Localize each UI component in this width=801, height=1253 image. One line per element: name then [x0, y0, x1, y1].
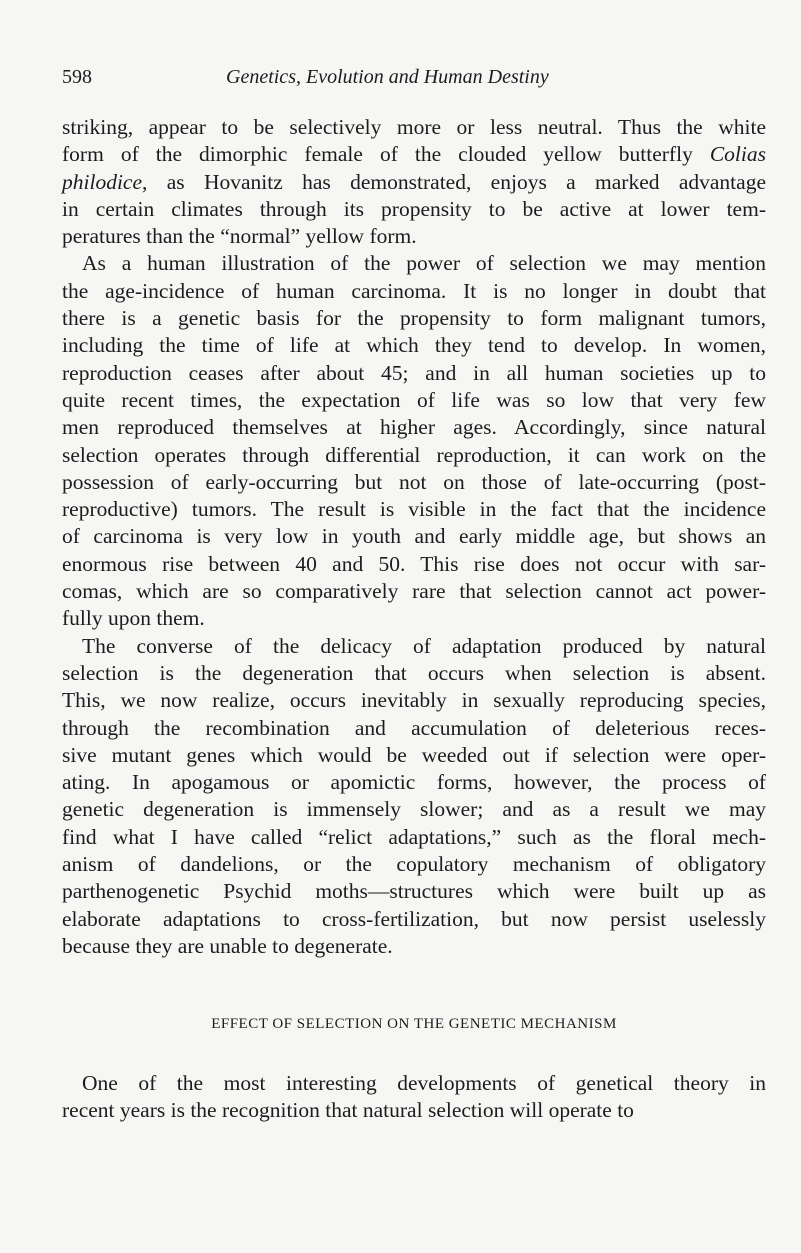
running-title: Genetics, Evolution and Human Destiny [226, 66, 549, 88]
text-line: reproduction ceases after about 45; and in all human societies up to [62, 360, 766, 385]
text-line: One of the most interesting developments of genetical theory in [82, 1071, 766, 1095]
text-line: recent years is the recognition that natural selection will operate to [62, 1098, 634, 1123]
paragraph [62, 114, 766, 250]
text-line: quite recent times, the expectation of life was so low that very few [62, 387, 766, 412]
text-line: genetic degeneration is immensely slower; and as a result we may [62, 797, 766, 822]
text-line: anism of dandelions, or the copulatory mechanism of obligatory [62, 852, 766, 877]
page-number: 598 [62, 66, 92, 88]
text-line: there is a genetic basis for the propensity to form malignant tumors, [62, 306, 766, 331]
text-line: of carcinoma is very low in youth and early middle age, but shows an [62, 524, 766, 549]
final-paragraph [62, 1070, 766, 1125]
text-line: find what I have called “relict adaptations,” such as the floral mech- [62, 824, 766, 849]
text-line: ating. In apogamous or apomictic forms, however, the process of [62, 770, 766, 795]
text-line: reproductive) tumors. The result is visible in the fact that the incidence [62, 497, 766, 522]
text-line: The converse of the delicacy of adaptation produced by natural [82, 633, 766, 658]
body-text [62, 114, 766, 960]
text-line: parthenogenetic Psychid moths—structures which were built up as [62, 879, 766, 904]
text-line: form of the dimorphic female of the clouded yellow butterfly Colias [62, 142, 766, 167]
text-line: As a human illustration of the power of selection we may mention [82, 251, 766, 276]
text-line: This, we now realize, occurs inevitably in sexually reproducing species, [62, 688, 766, 713]
paragraph [62, 633, 766, 961]
text-line: striking, appear to be selectively more or less neutral. Thus the white [62, 115, 766, 139]
text-line: enormous rise between 40 and 50. This rise does not occur with sar- [62, 551, 766, 576]
text-line: because they are unable to degenerate. [62, 933, 393, 958]
text-line: in certain climates through its propensity to be active at lower tem- [62, 196, 766, 221]
text-line: selection operates through differential reproduction, it can work on the [62, 442, 766, 467]
text-line: possession of early-occurring but not on those of late-occurring (post- [62, 469, 766, 494]
text-line: men reproduced themselves at higher ages. Accordingly, since natural [62, 415, 766, 440]
text-line: comas, which are so comparatively rare that selection cannot act power- [62, 579, 766, 604]
text-line: elaborate adaptations to cross-fertilization, but now persist uselessly [62, 906, 766, 931]
text-line: the age-incidence of human carcinoma. It is no longer in doubt that [62, 278, 766, 303]
section-heading: EFFECT OF SELECTION ON THE GENETIC MECHANISM [211, 1016, 617, 1032]
text-line: peratures than the “normal” yellow form. [62, 224, 417, 249]
text-line: selection is the degeneration that occurs when selection is absent. [62, 660, 766, 685]
text-line: including the time of life at which they tend to develop. In women, [62, 333, 766, 358]
paragraph [62, 250, 766, 632]
text-line: through the recombination and accumulation of deleterious reces- [62, 715, 766, 740]
text-line: sive mutant genes which would be weeded out if selection were oper- [62, 742, 766, 767]
text-line: fully upon them. [62, 606, 205, 631]
text-line: philodice, as Hovanitz has demonstrated, enjoys a marked advantage [62, 169, 766, 194]
